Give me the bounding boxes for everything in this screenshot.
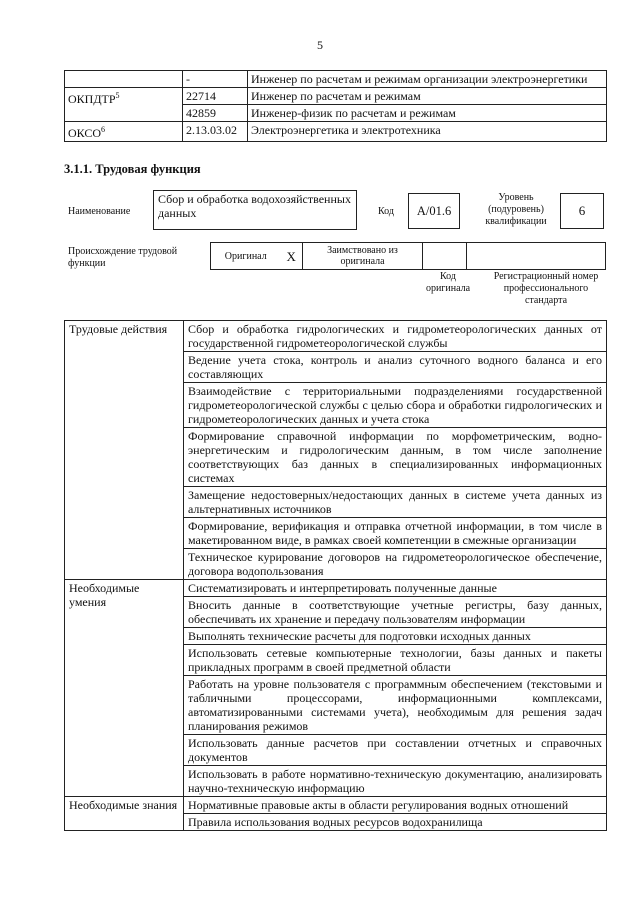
level-label: Уровень (подуровень) квалификации bbox=[485, 192, 547, 227]
name-cell: Электроэнергетика и электротехника bbox=[248, 122, 607, 142]
skill-item: Систематизировать и интерпретировать полученные данные bbox=[184, 580, 607, 597]
labor-action: Формирование справочной информации по морфометрическим, водно-энергетическим и гидрологическим данным, в том числе заполнение соответствующих баз данных в специализированных информационных системах bbox=[184, 428, 607, 487]
function-name-box: Сбор и обработка водохозяйственных данных bbox=[153, 190, 357, 230]
table-row bbox=[211, 243, 606, 270]
original-mark: X bbox=[281, 243, 303, 270]
labor-action: Ведение учета стока, контроль и анализ суточного водного баланса и его составляющих bbox=[184, 352, 607, 383]
code-cell: 22714 bbox=[183, 88, 248, 105]
skills-label: Необходимые умения bbox=[65, 580, 184, 797]
group-cell: ОКСО$^6$ bbox=[65, 122, 183, 142]
borrowed-label: Заимствовано из оригинала bbox=[303, 243, 423, 270]
group-cell bbox=[65, 71, 183, 88]
code-cell: - bbox=[183, 71, 248, 88]
labor-action: Взаимодействие с территориальными подразделениями государственной гидрометеорологической службы с целью сбора и обработки гидрологических и гидрометеорологических данных и учета стока bbox=[184, 383, 607, 428]
original-label: Оригинал bbox=[211, 243, 281, 270]
labor-action: Сбор и обработка гидрологических и гидрометеорологических данных от государственной гидрометеорологической службы bbox=[184, 321, 607, 352]
table-row bbox=[65, 71, 607, 88]
table-row bbox=[65, 580, 607, 597]
skill-item: Использовать в работе нормативно-техническую документацию, анализировать научно-техническую информацию bbox=[184, 766, 607, 797]
labor-action: Замещение недостоверных/недостающих данных в системе учета данных из альтернативных источников bbox=[184, 487, 607, 518]
section-title: 3.1.1. Трудовая функция bbox=[64, 162, 201, 176]
name-cell: Инженер-физик по расчетам и режимам bbox=[248, 105, 607, 122]
code-cell: 42859 bbox=[183, 105, 248, 122]
labor-action: Формирование, верификация и отправка отчетной информации, в том числе в макетированном виде, в рамках своей компетенции в смежные организации bbox=[184, 518, 607, 549]
labor-action: Техническое курирование договоров на гидрометеорологическое обеспечение, договора водопользования bbox=[184, 549, 607, 580]
table-row bbox=[65, 122, 607, 142]
skill-item: Вносить данные в соответствующие учетные регистры, базу данных, обеспечивать их хранение и передачу пользователям информации bbox=[184, 597, 607, 628]
table-row bbox=[65, 797, 607, 814]
code-cell: 2.13.03.02 bbox=[183, 122, 248, 142]
origin-label: Происхождение трудовой функции bbox=[68, 246, 178, 269]
table-row bbox=[65, 88, 607, 105]
skill-item: Использовать сетевые компьютерные технологии, базы данных и пакеты прикладных программ в своей предметной области bbox=[184, 645, 607, 676]
level-box: 6 bbox=[560, 193, 604, 229]
name-cell: Инженер по расчетам и режимам организации электроэнергетики bbox=[248, 71, 607, 88]
group-cell: ОКПДТР$^5$ bbox=[65, 88, 183, 122]
origin-table bbox=[210, 242, 606, 270]
table-row bbox=[65, 321, 607, 352]
code-caption: Код оригинала bbox=[425, 271, 471, 294]
original-code-cell bbox=[423, 243, 467, 270]
reg-caption: Регистрационный номер профессионального стандарта bbox=[493, 271, 599, 306]
knowledge-item: Нормативные правовые акты в области регулирования водных отношений bbox=[184, 797, 607, 814]
knowledge-item: Правила использования водных ресурсов водохранилища bbox=[184, 814, 607, 831]
code-label: Код bbox=[378, 206, 394, 217]
name-label: Наименование bbox=[68, 206, 131, 217]
name-cell: Инженер по расчетам и режимам bbox=[248, 88, 607, 105]
skill-item: Использовать данные расчетов при составлении отчетных и справочных документов bbox=[184, 735, 607, 766]
labor-actions-label: Трудовые действия bbox=[65, 321, 184, 580]
page-number: 5 bbox=[317, 38, 323, 52]
skill-item: Работать на уровне пользователя с программным обеспечением (текстовыми и табличными процессорами, информационными комплексами, автоматизированными системами учета), необходимым для решения задач планирования режимов bbox=[184, 676, 607, 735]
skill-item: Выполнять технические расчеты для подготовки исходных данных bbox=[184, 628, 607, 645]
reg-number-cell bbox=[467, 243, 606, 270]
function-code-box: A/01.6 bbox=[408, 193, 460, 229]
classification-table bbox=[64, 70, 607, 142]
main-table bbox=[64, 320, 607, 831]
knowledge-label: Необходимые знания bbox=[65, 797, 184, 831]
